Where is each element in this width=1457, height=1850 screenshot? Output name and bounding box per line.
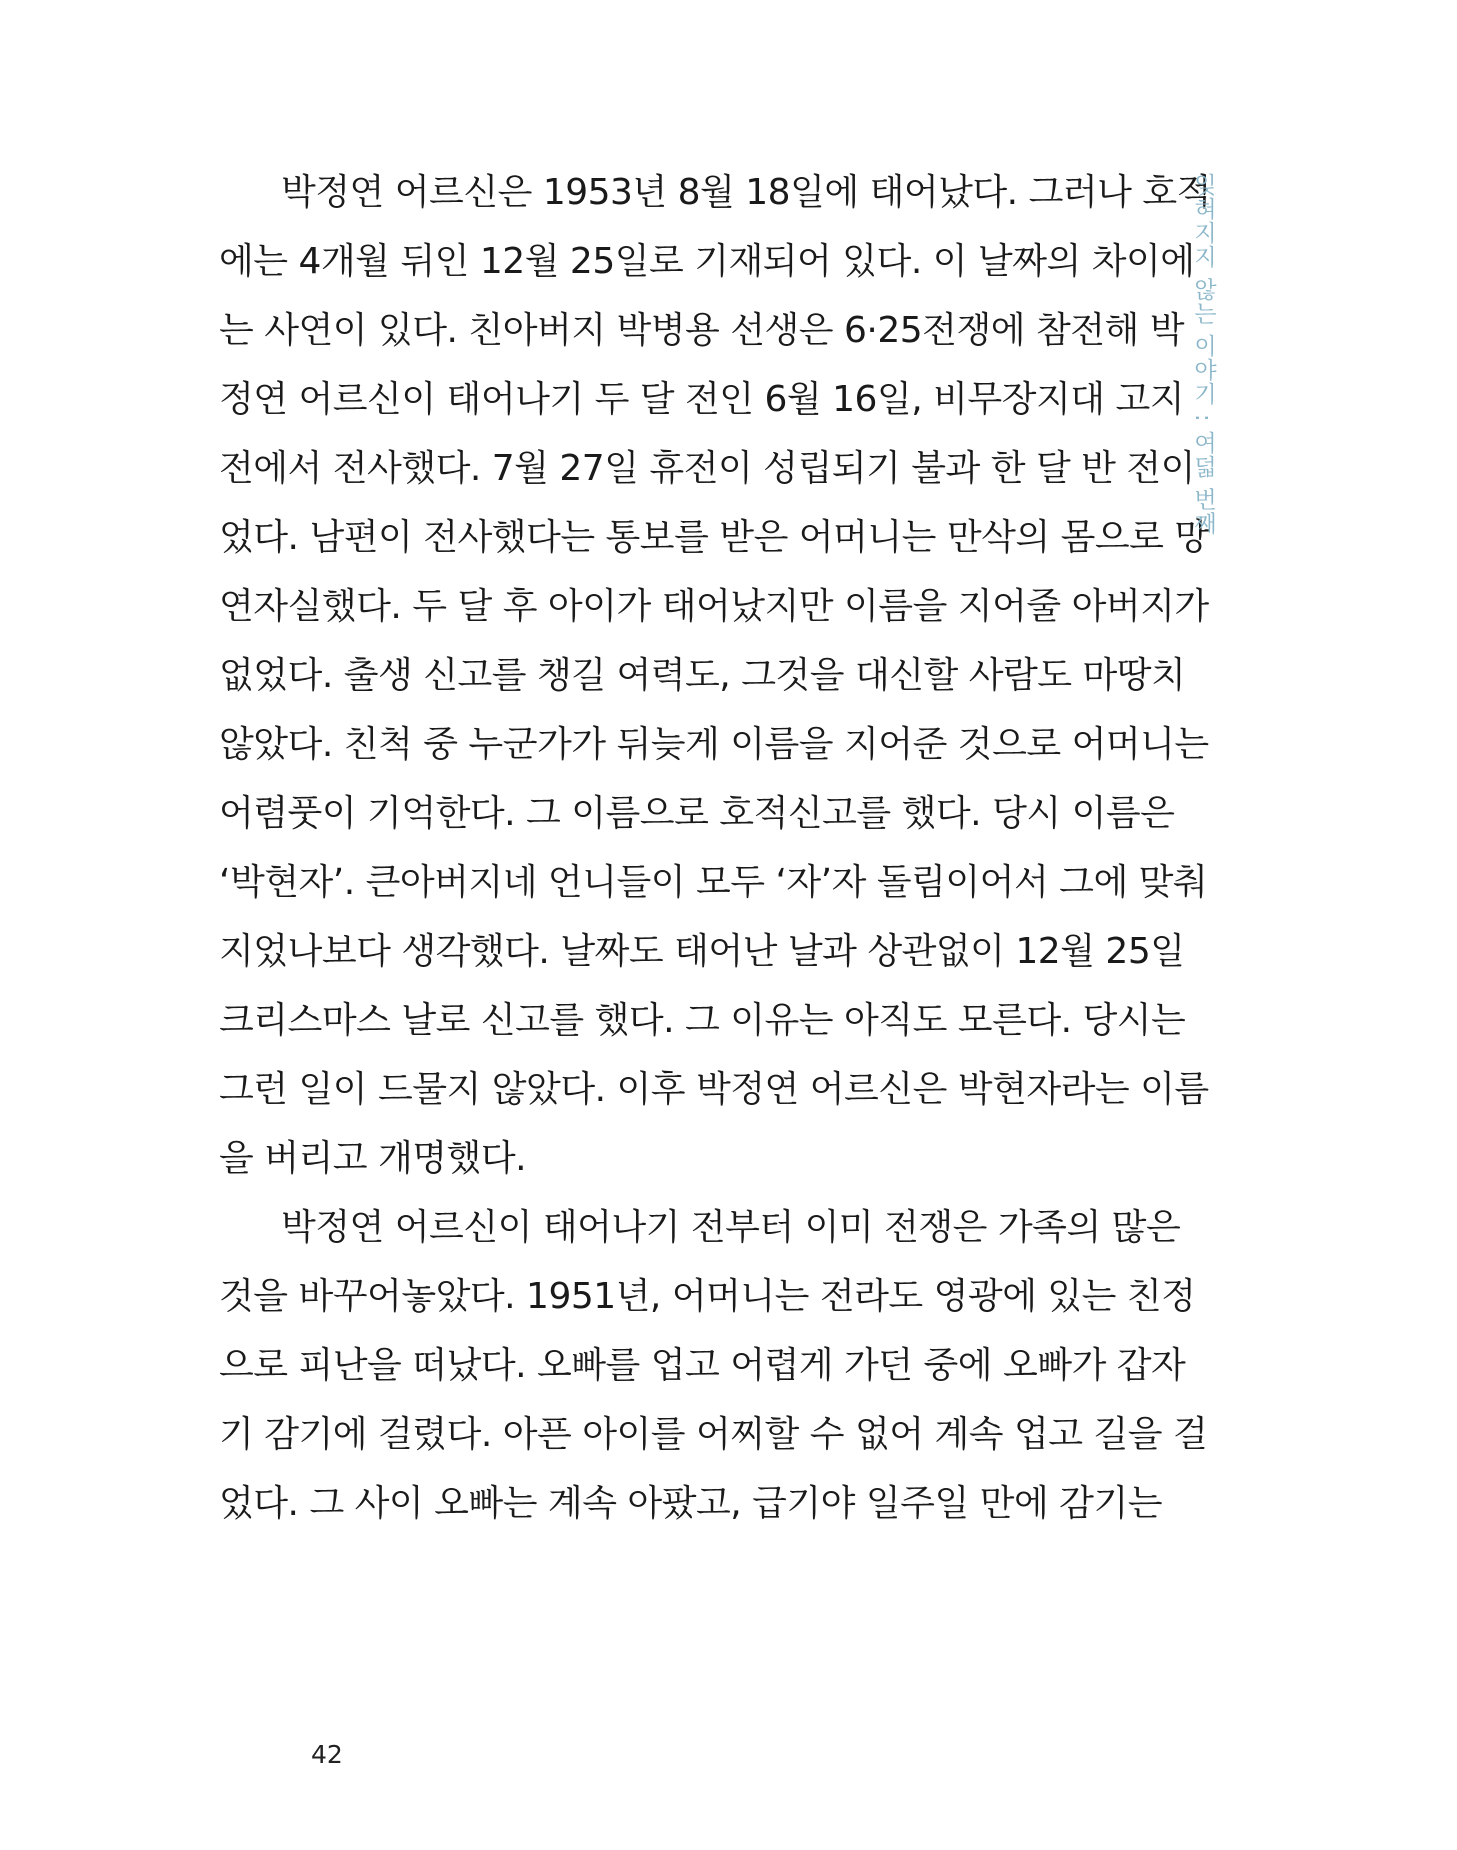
text-line: 것을 바꾸어놓았다. 1951년, 어머니는 전라도 영광에 있는 친정	[219, 1276, 1196, 1317]
text-line: 어렴풋이 기억한다. 그 이름으로 호적신고를 했다. 당시 이름은	[219, 793, 1175, 834]
text-line: 는 사연이 있다. 친아버지 박병용 선생은 6·25전쟁에 참전해 박	[219, 310, 1184, 351]
text-line: 연자실했다. 두 달 후 아이가 태어났지만 이름을 지어줄 아버지가	[219, 586, 1209, 627]
page-number: 42	[311, 1740, 343, 1769]
text-line: 에는 4개월 뒤인 12월 25일로 기재되어 있다. 이 날짜의 차이에	[219, 241, 1195, 282]
text-line: 크리스마스 날로 신고를 했다. 그 이유는 아직도 모른다. 당시는	[219, 1000, 1186, 1041]
paragraph-2	[219, 1200, 1208, 1545]
text-line: 없었다. 출생 신고를 챙길 여력도, 그것을 대신할 사람도 마땅치	[219, 655, 1186, 696]
text-line: 지었나보다 생각했다. 날짜도 태어난 날과 상관없이 12월 25일	[219, 931, 1185, 972]
text-line: 전에서 전사했다. 7월 27일 휴전이 성립되기 불과 한 달 반 전이	[219, 448, 1195, 489]
text-line: 었다. 그 사이 오빠는 계속 아팠고, 급기야 일주일 만에 감기는	[219, 1483, 1163, 1524]
text-line: 을 버리고 개명했다.	[219, 1138, 527, 1179]
text-line: 었다. 남편이 전사했다는 통보를 받은 어머니는 만삭의 몸으로 망	[219, 517, 1209, 558]
text-line: 박정연 어르신은 1953년 8월 18일에 태어났다. 그러나 호적	[281, 172, 1211, 213]
text-line: 그런 일이 드물지 않았다. 이후 박정연 어르신은 박현자라는 이름	[219, 1069, 1209, 1110]
running-header: 잊혀지지 않는 이야기 : 여덟 번째	[1190, 173, 1216, 536]
text-line: 으로 피난을 떠났다. 오빠를 업고 어렵게 가던 중에 오빠가 갑자	[219, 1345, 1186, 1386]
text-line: ‘박현자’. 큰아버지네 언니들이 모두 ‘자’자 돌림이어서 그에 맞춰	[219, 862, 1208, 903]
text-line: 박정연 어르신이 태어나기 전부터 이미 전쟁은 가족의 많은	[281, 1207, 1181, 1248]
text-line: 않았다. 친척 중 누군가가 뒤늦게 이름을 지어준 것으로 어머니는	[219, 724, 1209, 765]
text-line: 기 감기에 걸렸다. 아픈 아이를 어찌할 수 없어 계속 업고 길을 걸	[219, 1414, 1208, 1455]
text-line: 정연 어르신이 태어나기 두 달 전인 6월 16일, 비무장지대 고지	[219, 379, 1184, 420]
